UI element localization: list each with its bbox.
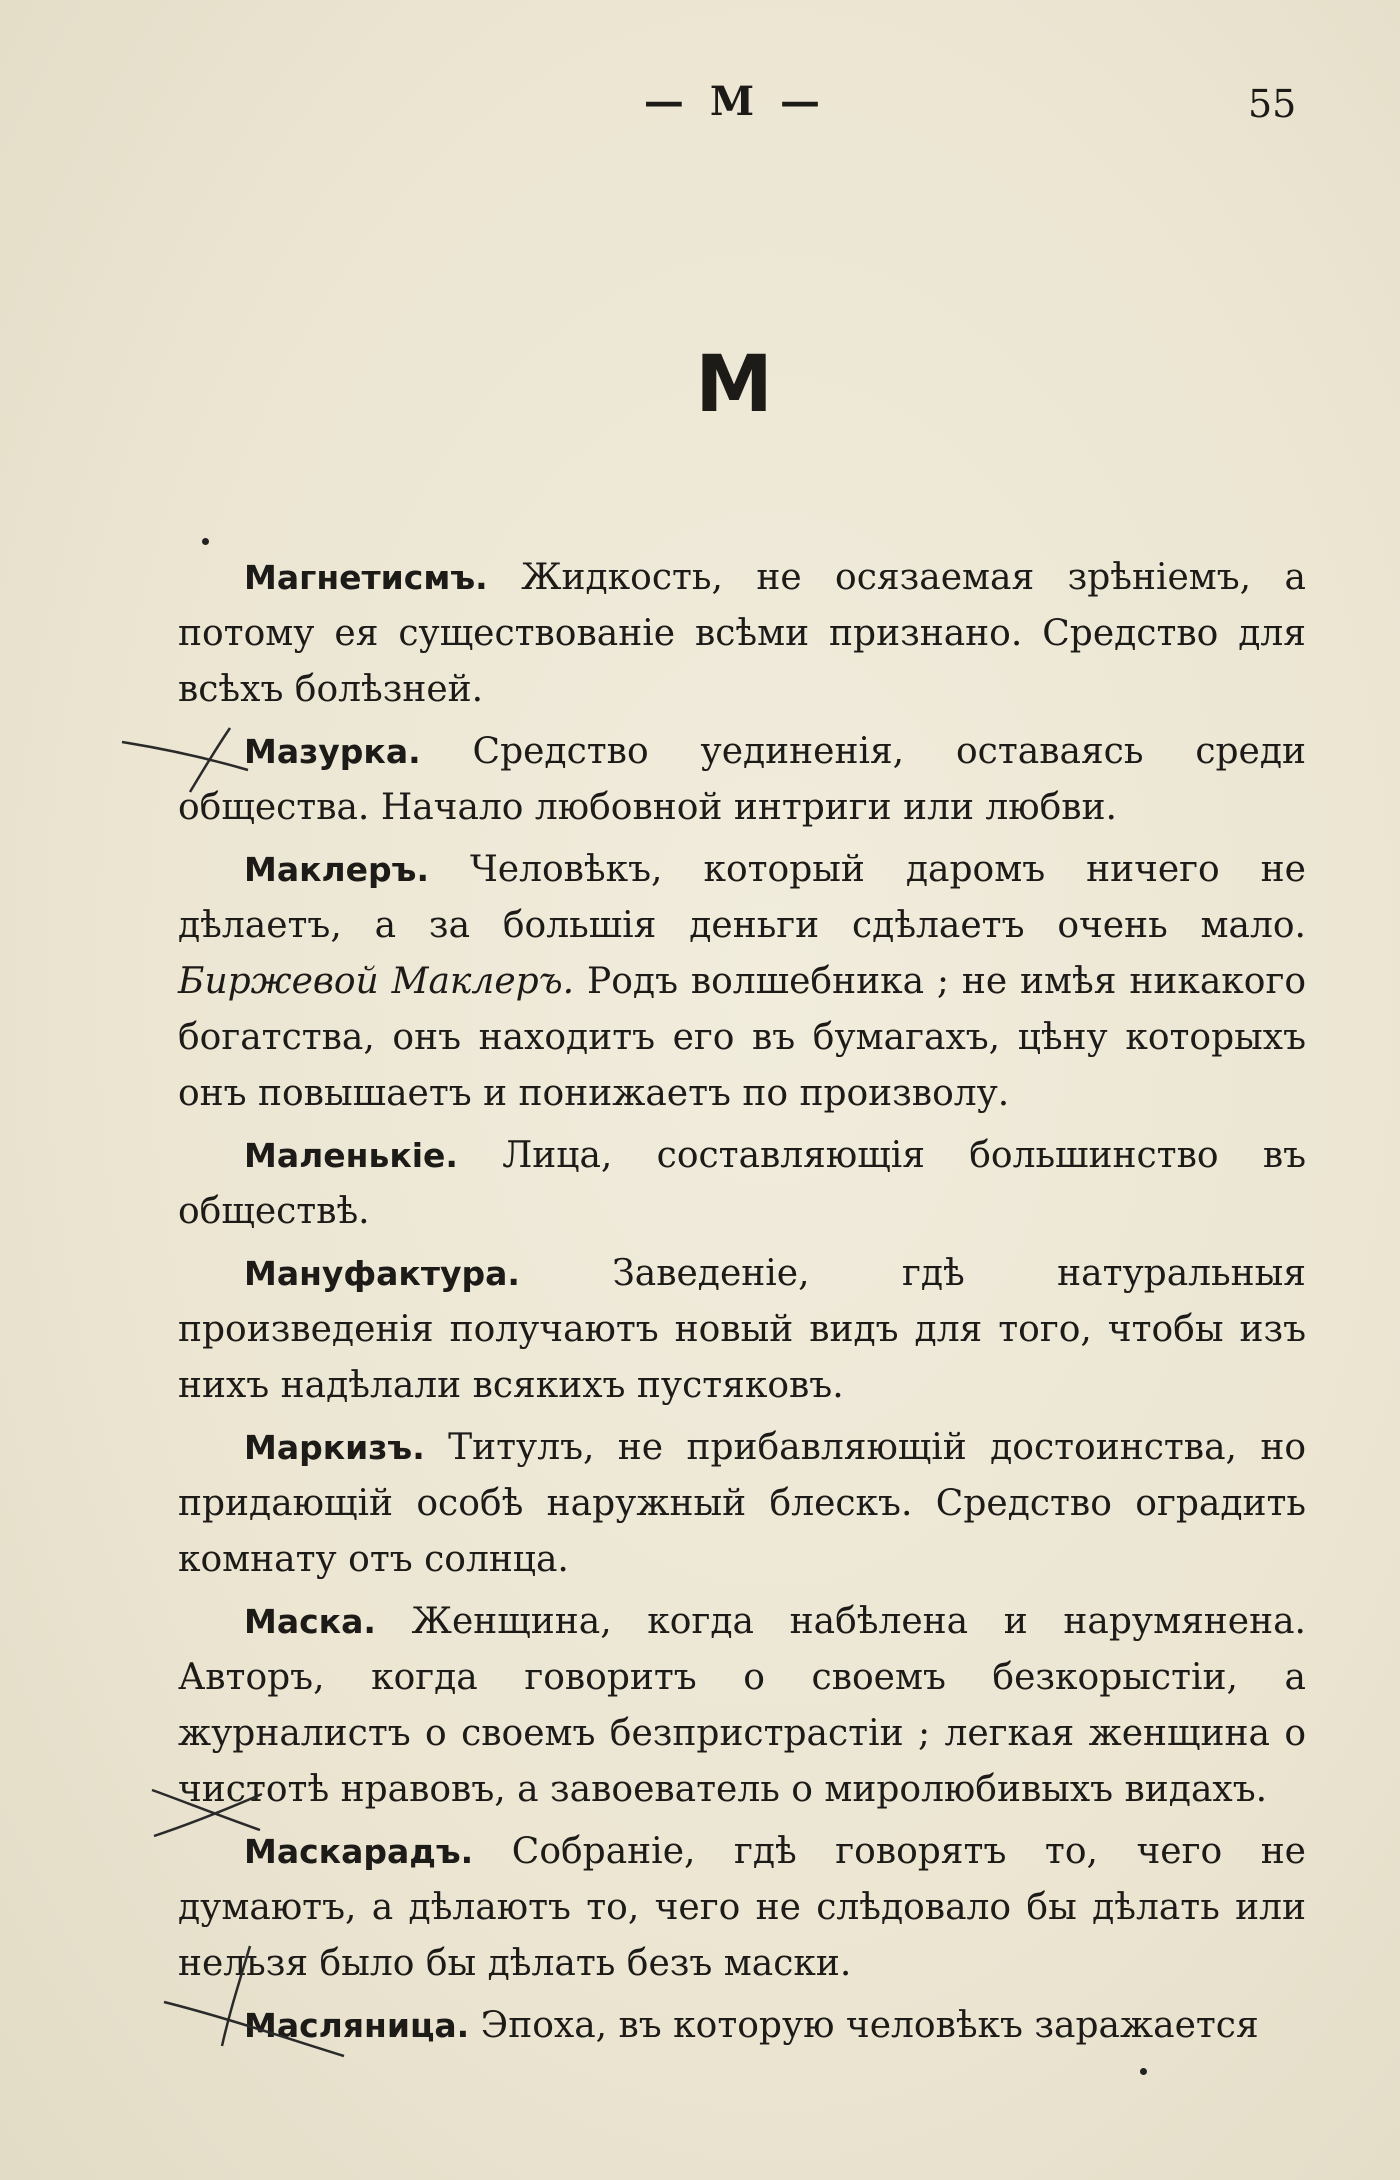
dictionary-entry: [178, 550, 1306, 718]
dictionary-entry: [178, 842, 1306, 1122]
dictionary-entries: [178, 550, 1306, 2060]
running-head: [0, 78, 1400, 138]
entry-term: Маклеръ.: [244, 850, 430, 889]
entry-definition: Женщина, когда набѣлена и нарумянена. Авторъ, когда говоритъ о своемъ безкорыстіи, а журналистъ о своемъ безпристрастіи ; легкая женщина о чистотѣ нравовъ, а завоеватель о миролюбивыхъ видахъ.: [178, 1601, 1306, 1810]
entry-definition: Собраніе, гдѣ говорятъ то, чего не думаютъ, а дѣлаютъ то, чего не слѣдовало бы дѣлать или нельзя было бы дѣлать безъ маски.: [178, 1831, 1306, 1984]
entry-definition: Заведеніе, гдѣ натуральныя произведенія получаютъ новый видъ для того, чтобы изъ нихъ надѣлали всякихъ пустяковъ.: [178, 1253, 1307, 1406]
entry-term: Мазурка.: [244, 732, 421, 771]
ink-dot: [1140, 2068, 1147, 2075]
entry-definition: Титулъ, не прибавляющій достоинства, но придающій особѣ наружный блескъ. Средство оградить комнату отъ солнца.: [178, 1427, 1306, 1580]
entry-subdefinition: Родъ волшебника ; не имѣя никакого богатства, онъ находитъ его въ бумагахъ, цѣну которыхъ онъ повышаетъ и понижаетъ по произволу.: [178, 961, 1306, 1114]
entry-definition: Эпоха, въ которую человѣкъ заражается: [480, 2005, 1259, 2046]
entry-subterm: Биржевой Маклеръ.: [178, 961, 575, 1002]
dictionary-entry: [178, 1246, 1306, 1414]
entry-term: Масляница.: [244, 2006, 470, 2045]
dictionary-entry: [178, 1128, 1306, 1240]
entry-term: Маскарадъ.: [244, 1832, 474, 1871]
ink-dot: [202, 538, 209, 545]
page-number: 55: [1248, 82, 1297, 126]
entry-definition: Лица, составляющія большинство въ обществѣ.: [178, 1135, 1306, 1232]
dictionary-entry: [178, 724, 1306, 836]
header-ornament: — М —: [643, 78, 827, 125]
entry-definition: Средство уединенія, оставаясь среди общества. Начало любовной интриги или любви.: [178, 731, 1306, 828]
dictionary-entry: [178, 1824, 1306, 1992]
dictionary-entry: [178, 1594, 1306, 1818]
dictionary-entry: [178, 1998, 1306, 2054]
entry-term: Маска.: [244, 1602, 376, 1641]
entry-term: Маркизъ.: [244, 1428, 425, 1467]
entry-definition: Жидкость, не осязаемая зрѣніемъ, а потому ея существованіе всѣми признано. Средство для всѣхъ болѣзней.: [178, 557, 1306, 710]
entry-term: Маленькіе.: [244, 1136, 458, 1175]
dictionary-entry: [178, 1420, 1306, 1588]
entry-term: Магнетисмъ.: [244, 558, 488, 597]
entry-definition: Человѣкъ, который даромъ ничего не дѣлаетъ, а за большія деньги сдѣлаетъ очень мало.: [178, 849, 1306, 946]
section-letter: М: [695, 340, 775, 430]
entry-term: Мануфактура.: [244, 1254, 520, 1293]
